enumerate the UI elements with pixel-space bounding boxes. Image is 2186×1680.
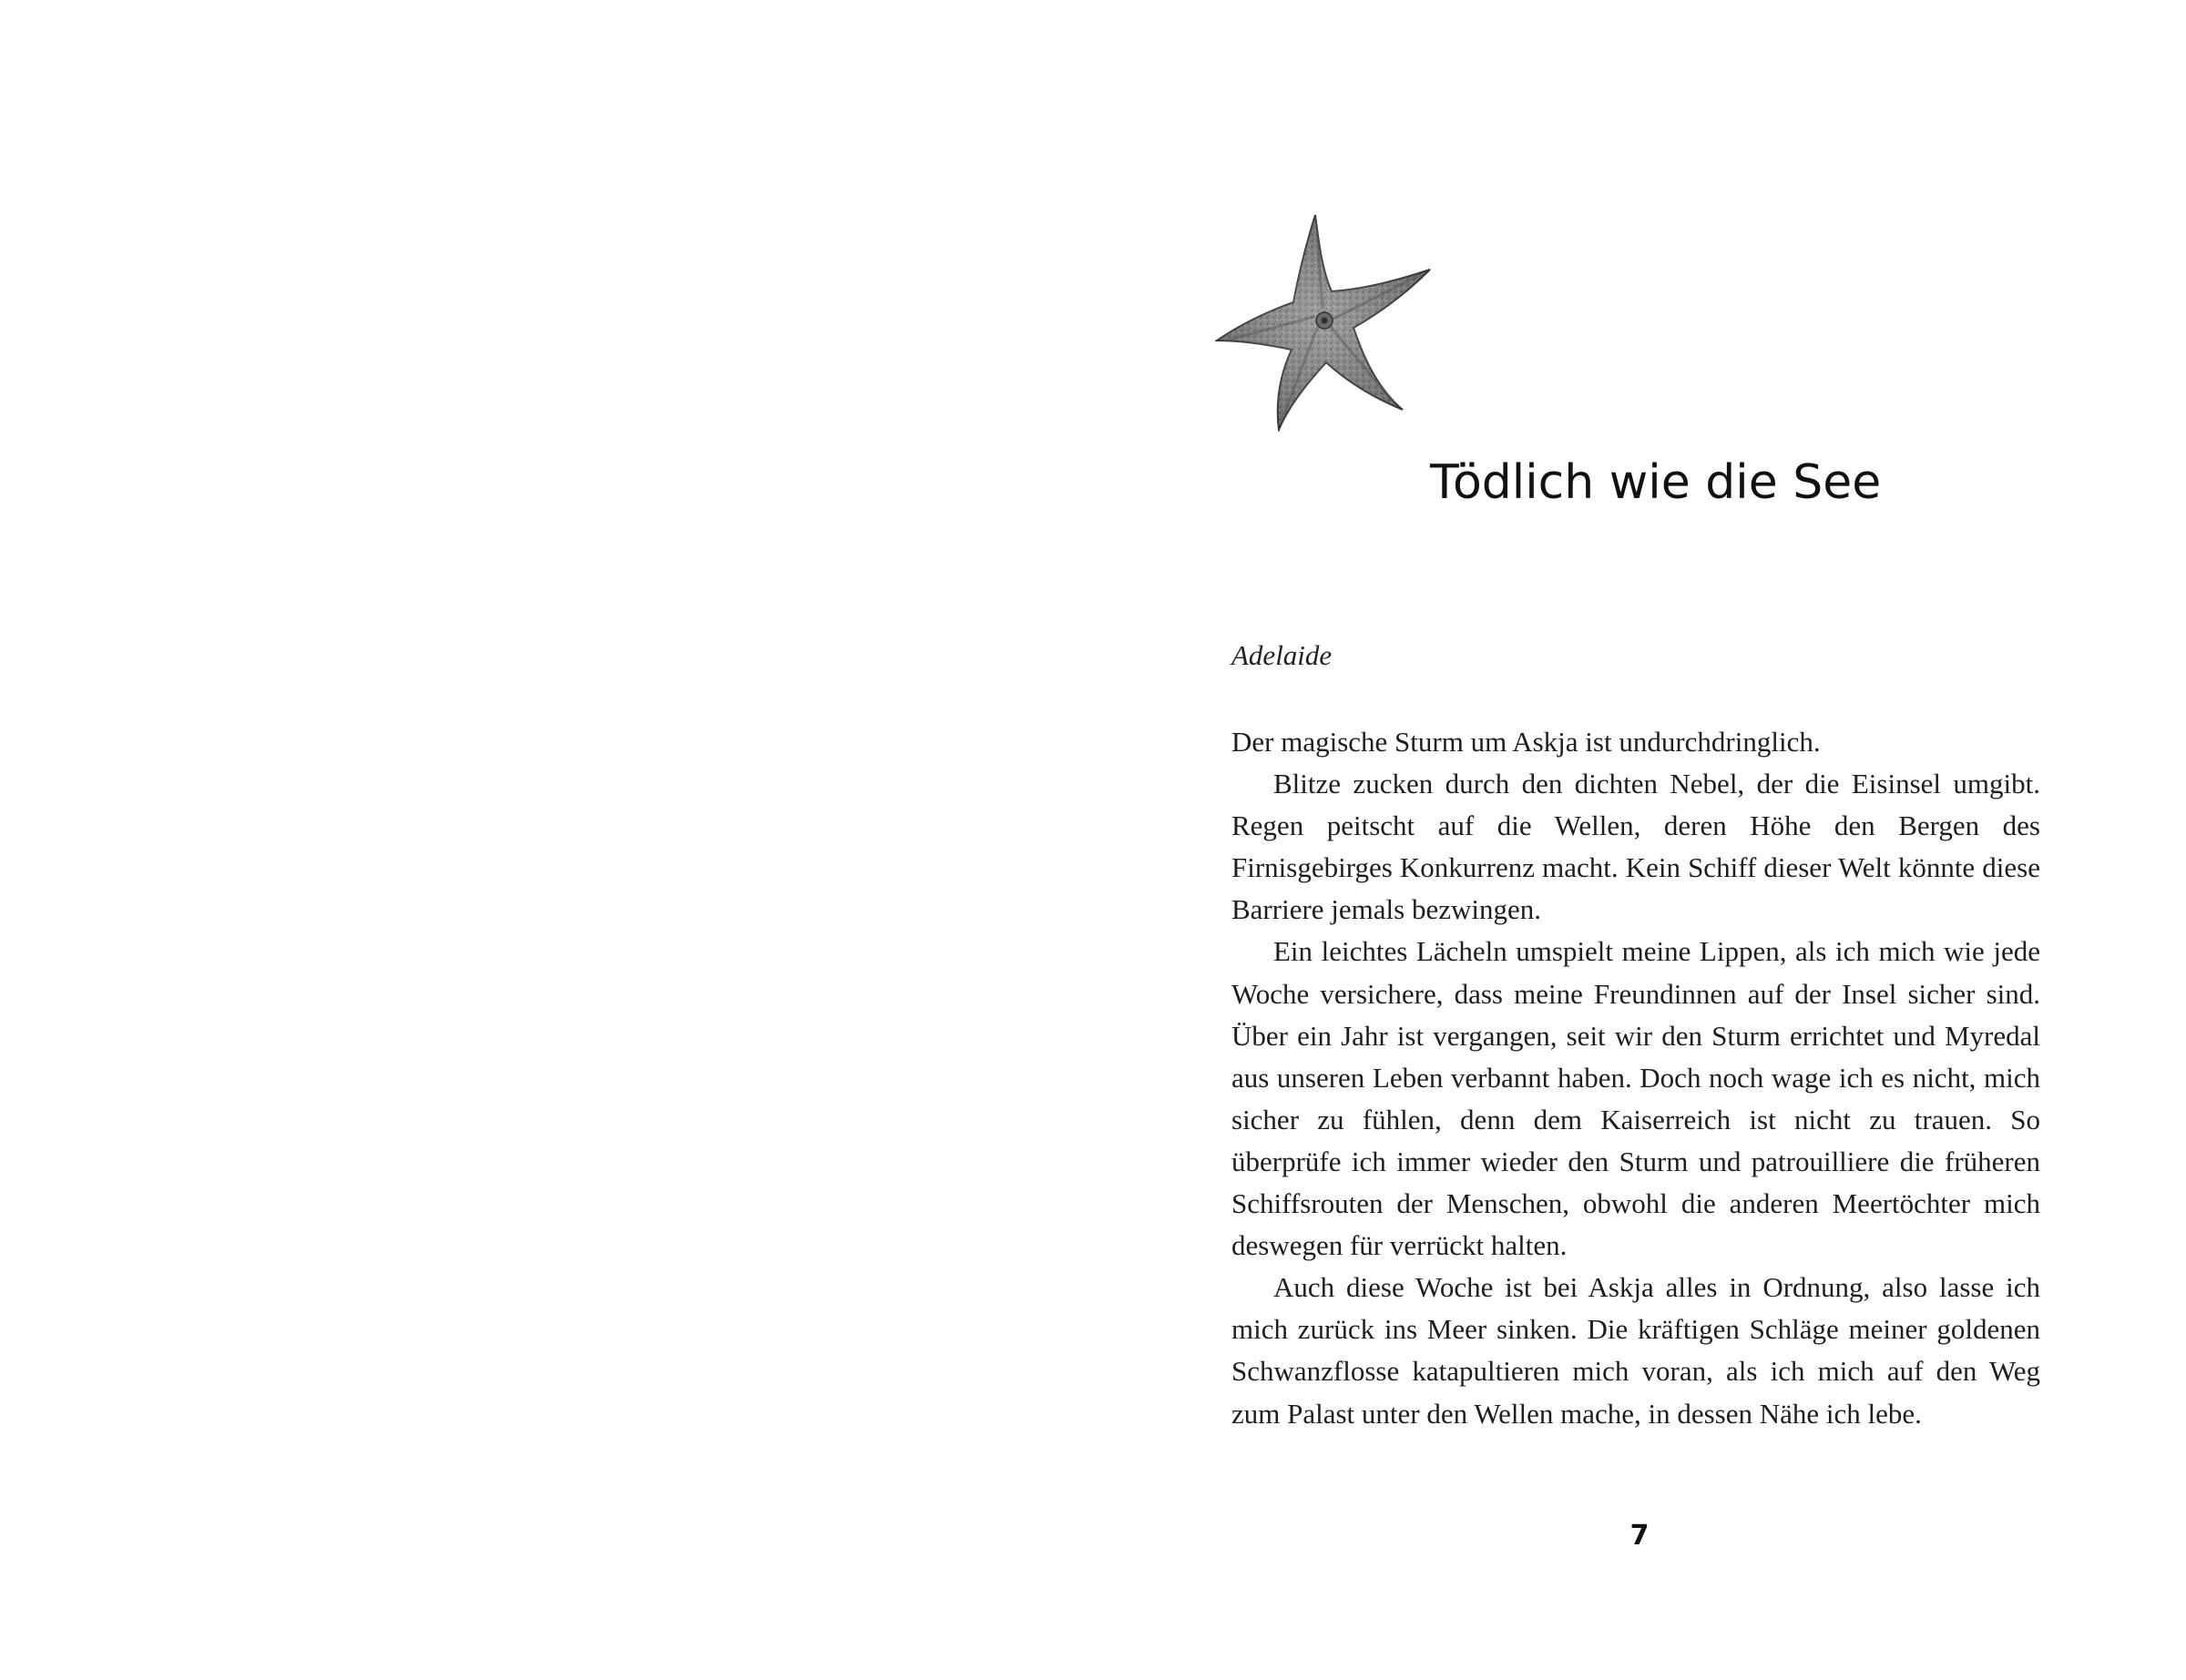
chapter-pov-name: Adelaide <box>1231 639 1333 671</box>
paragraph: Blitze zucken durch den dichten Nebel, der die Eisinsel umgibt. Regen peitscht auf die Wellen, deren Höhe den Bergen des Firnisgebirges Konkurrenz macht. Kein Schiff dieser Welt könnte diese Barriere jemals bezwingen. <box>1231 768 2040 926</box>
paragraph: Auch diese Woche ist bei Askja alles in Ordnung, also lasse ich mich zurück ins Meer sinken. Die kräftigen Schläge meiner goldenen Schwanzflosse katapultieren mich voran, als ich mich auf den Weg zum Palast unter den Wellen mache, in dessen Nähe ich lebe. <box>1231 1271 2040 1430</box>
paragraph: Ein leichtes Lächeln umspielt meine Lippen, als ich mich wie jede Woche versichere, dass meine Freundinnen auf der Insel sicher sind. Über ein Jahr ist vergangen, seit wir den Sturm errichtet und Myredal aus unseren Leben verbannt haben. Doch noch wage ich es nicht, mich sicher zu fühlen, denn dem Kaiserreich ist nicht zu trauen. So überprüfe ich immer wieder den Sturm und patrouilliere die früheren Schiffsrouten der Menschen, obwohl die anderen Meertöchter mich deswegen für verrückt halten. <box>1231 935 2040 1262</box>
chapter-title: Tödlich wie die See <box>1430 455 1882 510</box>
paragraph: Der magische Sturm um Askja ist undurchdringlich. <box>1231 726 1821 758</box>
page-number: 7 <box>1629 1520 1650 1552</box>
chapter-body <box>1231 721 2040 1435</box>
starfish-icon <box>1215 208 1434 432</box>
right-page <box>1093 0 2186 1680</box>
